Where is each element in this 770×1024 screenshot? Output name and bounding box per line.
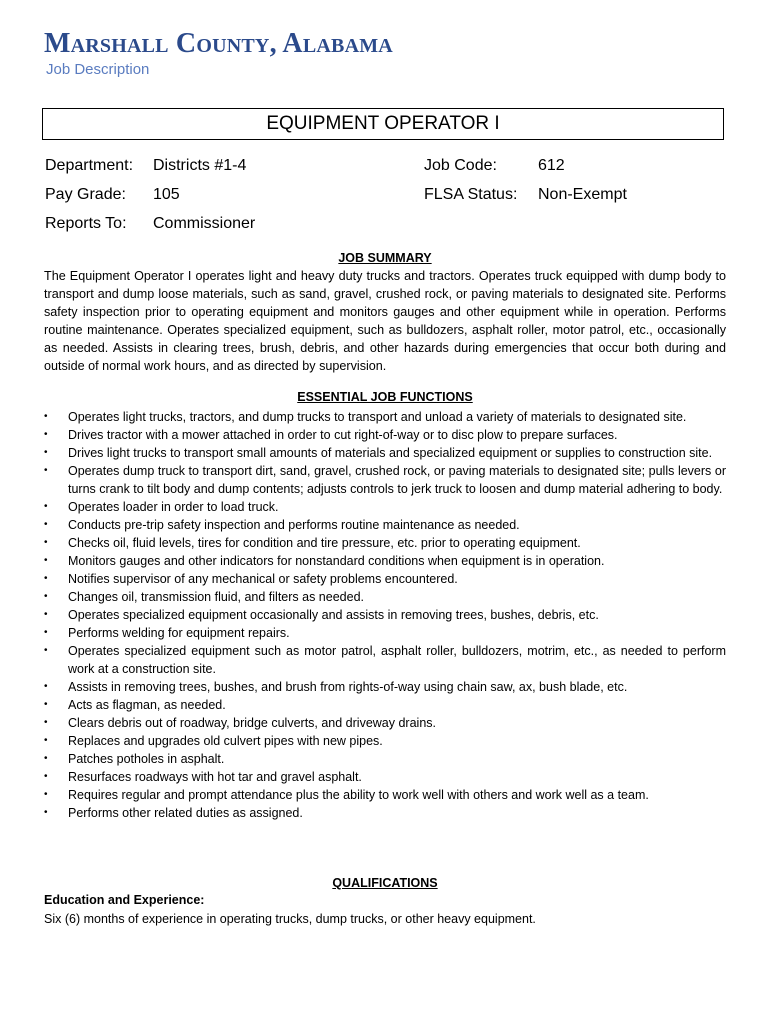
function-item-text: Changes oil, transmission fluid, and filters as needed. [68,590,364,604]
function-item-text: Operates specialized equipment occasionally and assists in removing trees, bushes, debris, etc. [68,608,599,622]
bullet-icon: • [44,573,48,584]
job-code-value: 612 [538,157,565,174]
function-item-text: Clears debris out of roadway, bridge culverts, and driveway drains. [68,716,436,730]
job-code-label: Job Code: [424,157,497,174]
pay-grade-value: 105 [153,186,180,203]
function-list-item [44,786,726,804]
function-list-item [44,768,726,786]
bullet-icon: • [44,555,48,566]
flsa-status-label: FLSA Status: [424,186,518,203]
document-type: Job Description [46,61,150,78]
function-list-item [44,678,726,696]
bullet-icon: • [44,519,48,530]
function-item-text: Drives light trucks to transport small amounts of materials and specialized equipment or supplies to construction site. [68,446,713,460]
function-item-text: Notifies supervisor of any mechanical or safety problems encountered. [68,572,458,586]
bullet-icon: • [44,681,48,692]
function-list-item [44,444,726,462]
reports-to-value: Commissioner [153,215,256,232]
bullet-icon: • [44,447,48,458]
job-summary-text: The Equipment Operator I operates light and heavy duty trucks and tractors. Operates truck equipped with dump body to transport and dump loose materials, such as sand, gravel, crushed rock, or paving materials to designated site. Performs safety inspection prior to operating equipment and monitors gauges and other equipment while in operation. Performs routine maintenance. Operates specialized equipment, such as bulldozers, asphalt roller, motor patrol, etc., occasionally as needed. Assists in clearing trees, brush, debris, and other hazards during emergencies that occur both during and outside of normal work hours, and as directed by supervision. [44,269,726,373]
function-item-text: Checks oil, fluid levels, tires for condition and tire pressure, etc. prior to operating equipment. [68,536,581,550]
function-list-item [44,426,726,444]
function-item-text: Operates dump truck to transport dirt, sand, gravel, crushed rock, or paving materials to designated site; pulls levers or turns crank to tilt body and dump contents; adjusts controls to jerk truck to loosen and dump material adhering to body. [68,464,726,496]
function-list-item [44,624,726,642]
function-list-item [44,552,726,570]
function-item-text: Acts as flagman, as needed. [68,698,226,712]
job-title: EQUIPMENT OPERATOR I [266,113,500,134]
bullet-icon: • [44,735,48,746]
bullet-icon: • [44,591,48,602]
essential-functions-list [44,408,726,822]
function-item-text: Monitors gauges and other indicators for nonstandard conditions when equipment is in operation. [68,554,605,568]
function-list-item [44,516,726,534]
flsa-status-value: Non-Exempt [538,186,627,203]
reports-to-label: Reports To: [45,215,127,232]
function-item-text: Operates loader in order to load truck. [68,500,279,514]
function-item-text: Assists in removing trees, bushes, and brush from rights-of-way using chain saw, ax, bush blade, etc. [68,680,628,694]
bullet-icon: • [44,411,48,422]
function-list-item [44,462,726,498]
function-item-text: Requires regular and prompt attendance plus the ability to work well with others and work well as a team. [68,788,649,802]
department-value: Districts #1-4 [153,157,247,174]
function-list-item [44,714,726,732]
bullet-icon: • [44,465,48,476]
education-experience-text: Six (6) months of experience in operating trucks, dump trucks, or other heavy equipment. [44,912,536,926]
qualifications-heading: QUALIFICATIONS [332,876,438,890]
function-item-text: Replaces and upgrades old culvert pipes with new pipes. [68,734,383,748]
function-item-text: Operates specialized equipment such as motor patrol, asphalt roller, bulldozers, motrim, etc., as needed to perform work at a construction site. [68,644,726,676]
function-list-item [44,498,726,516]
bullet-icon: • [44,717,48,728]
job-summary-heading: JOB SUMMARY [338,251,432,265]
function-list-item [44,750,726,768]
function-item-text: Drives tractor with a mower attached in order to cut right-of-way or to disc plow to prepare surfaces. [68,428,618,442]
function-list-item [44,534,726,552]
function-item-text: Performs welding for equipment repairs. [68,626,290,640]
function-list-item [44,732,726,750]
job-title-box [42,108,724,140]
bullet-icon: • [44,699,48,710]
bullet-icon: • [44,807,48,818]
organization-name: Marshall County, Alabama [44,28,393,59]
function-item-text: Resurfaces roadways with hot tar and gravel asphalt. [68,770,362,784]
function-list-item [44,642,726,678]
bullet-icon: • [44,501,48,512]
bullet-icon: • [44,609,48,620]
education-experience-heading: Education and Experience: [44,893,205,907]
department-label: Department: [45,157,134,174]
bullet-icon: • [44,537,48,548]
function-list-item [44,606,726,624]
pay-grade-label: Pay Grade: [45,186,126,203]
function-list-item [44,408,726,426]
bullet-icon: • [44,429,48,440]
function-item-text: Conducts pre-trip safety inspection and performs routine maintenance as needed. [68,518,520,532]
essential-functions-heading: ESSENTIAL JOB FUNCTIONS [297,390,473,404]
bullet-icon: • [44,771,48,782]
function-item-text: Patches potholes in asphalt. [68,752,225,766]
function-item-text: Performs other related duties as assigned. [68,806,303,820]
bullet-icon: • [44,627,48,638]
bullet-icon: • [44,753,48,764]
function-list-item [44,570,726,588]
function-list-item [44,588,726,606]
bullet-icon: • [44,789,48,800]
function-list-item [44,696,726,714]
function-item-text: Operates light trucks, tractors, and dump trucks to transport and unload a variety of materials to designated site. [68,410,687,424]
bullet-icon: • [44,645,48,656]
function-list-item [44,804,726,822]
